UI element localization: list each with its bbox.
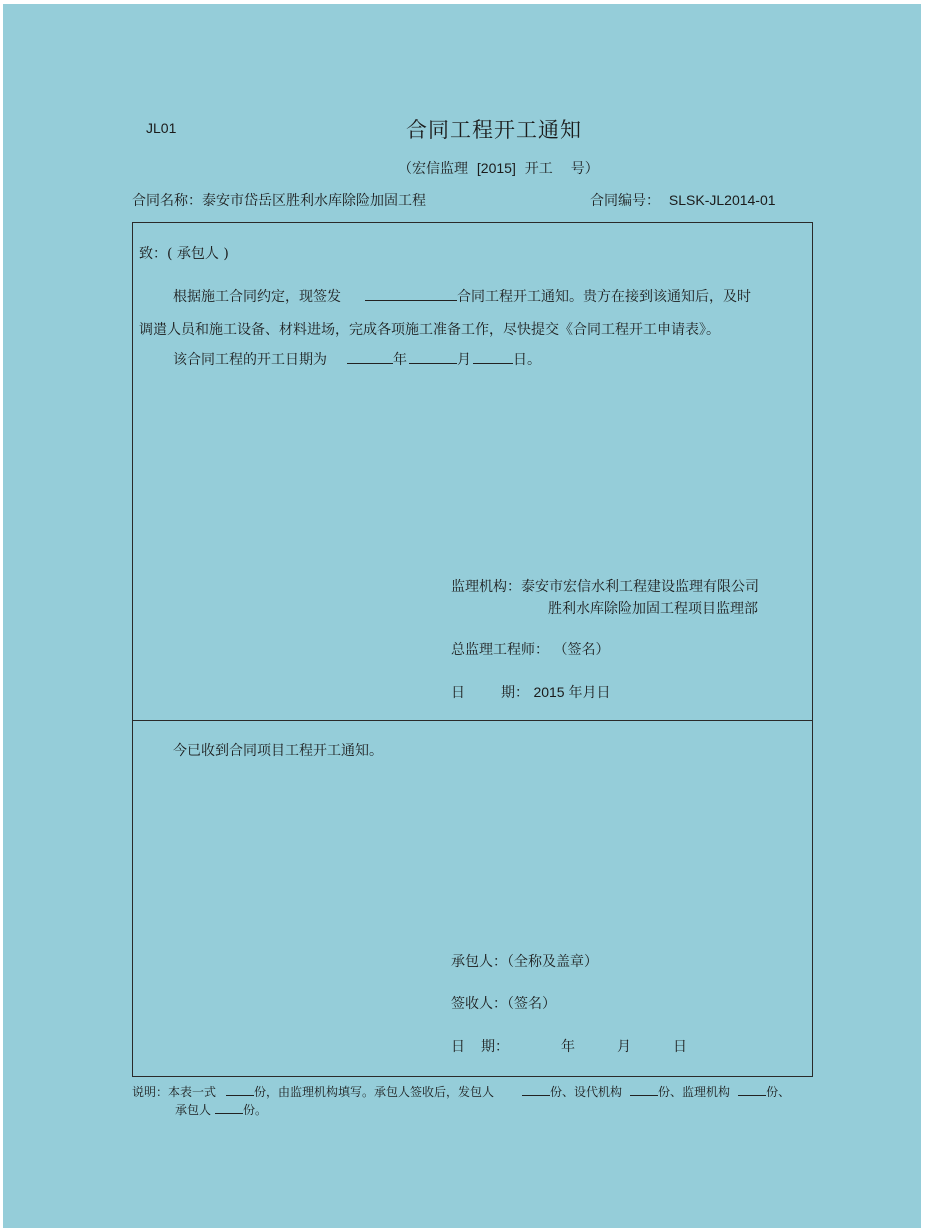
footnote-line-1: 说明：本表一式 份，由监理机构填写。承包人签收后，发包人 份、设代机构 份、监理机构 份、 [132,1085,791,1099]
contract-name [132,190,426,210]
signer-value: （签名） [507,996,556,1012]
month-blank [409,349,457,364]
section-divider [133,720,812,721]
notice-date-value: 2015 年月日 [533,684,611,700]
contract-name-label: 合同名称： [132,193,202,209]
receipt-text: 今已收到合同项目工程开工通知。 [173,743,383,759]
subtitle-kaigong: 开工 [524,161,553,177]
year-blank [347,349,393,364]
chief-engineer-label: 总监理工程师： [451,642,549,658]
contract-number-value: SLSK-JL2014-01 [668,192,776,208]
notice-form-box [132,222,813,1077]
form-code: JL01 [146,120,177,136]
footnote-line-2: 承包人 份。 [175,1103,268,1117]
supervision-org-name: 泰安市宏信水利工程建设监理有限公司 [521,579,759,595]
notice-paragraph-1: 根据施工合同约定，现签发 合同工程开工通知。贵方在接到该通知后，及时 [173,286,751,306]
contractor-label: 承包人： [451,954,507,970]
chief-engineer-line [451,639,609,659]
recipient-line [139,243,229,263]
subtitle-prefix: （宏信监理 [398,161,468,177]
day-blank [473,349,513,364]
contract-name-value: 泰安市岱岳区胜利水库除险加固工程 [202,193,426,209]
subtitle-year: [2015] [476,160,516,176]
page-title: 合同工程开工通知 [406,118,582,142]
recipient-label: 致： [139,246,167,262]
signer-label: 签收人： [451,996,507,1012]
contract-name-blank [365,286,457,301]
supervision-org [451,576,759,596]
contract-number [590,190,776,210]
supervision-dept: 胜利水库除险加固工程项目监理部 [548,601,758,617]
notice-paragraph-2: 调遣人员和施工设备、材料进场，完成各项施工准备工作，尽快提交《合同工程开工申请表》。 [139,322,720,338]
contractor-value: （全称及盖章） [507,954,598,970]
contractor-line [451,951,598,971]
signer-line [451,993,556,1013]
contract-number-label: 合同编号： [590,193,660,209]
document-number [398,158,599,178]
supervision-org-label: 监理机构： [451,579,521,595]
recipient-value: ( 承包人 ) [167,246,229,262]
notice-date-line: 日 期： 2015 年月日 [451,684,611,701]
subtitle-suffix: 号） [570,161,599,177]
chief-engineer-signature: （签名） [553,642,610,658]
start-date-line: 该合同工程的开工日期为 年 月 日。 [173,349,541,369]
receipt-date-line: 日 期： 年 月 日 [451,1039,687,1055]
